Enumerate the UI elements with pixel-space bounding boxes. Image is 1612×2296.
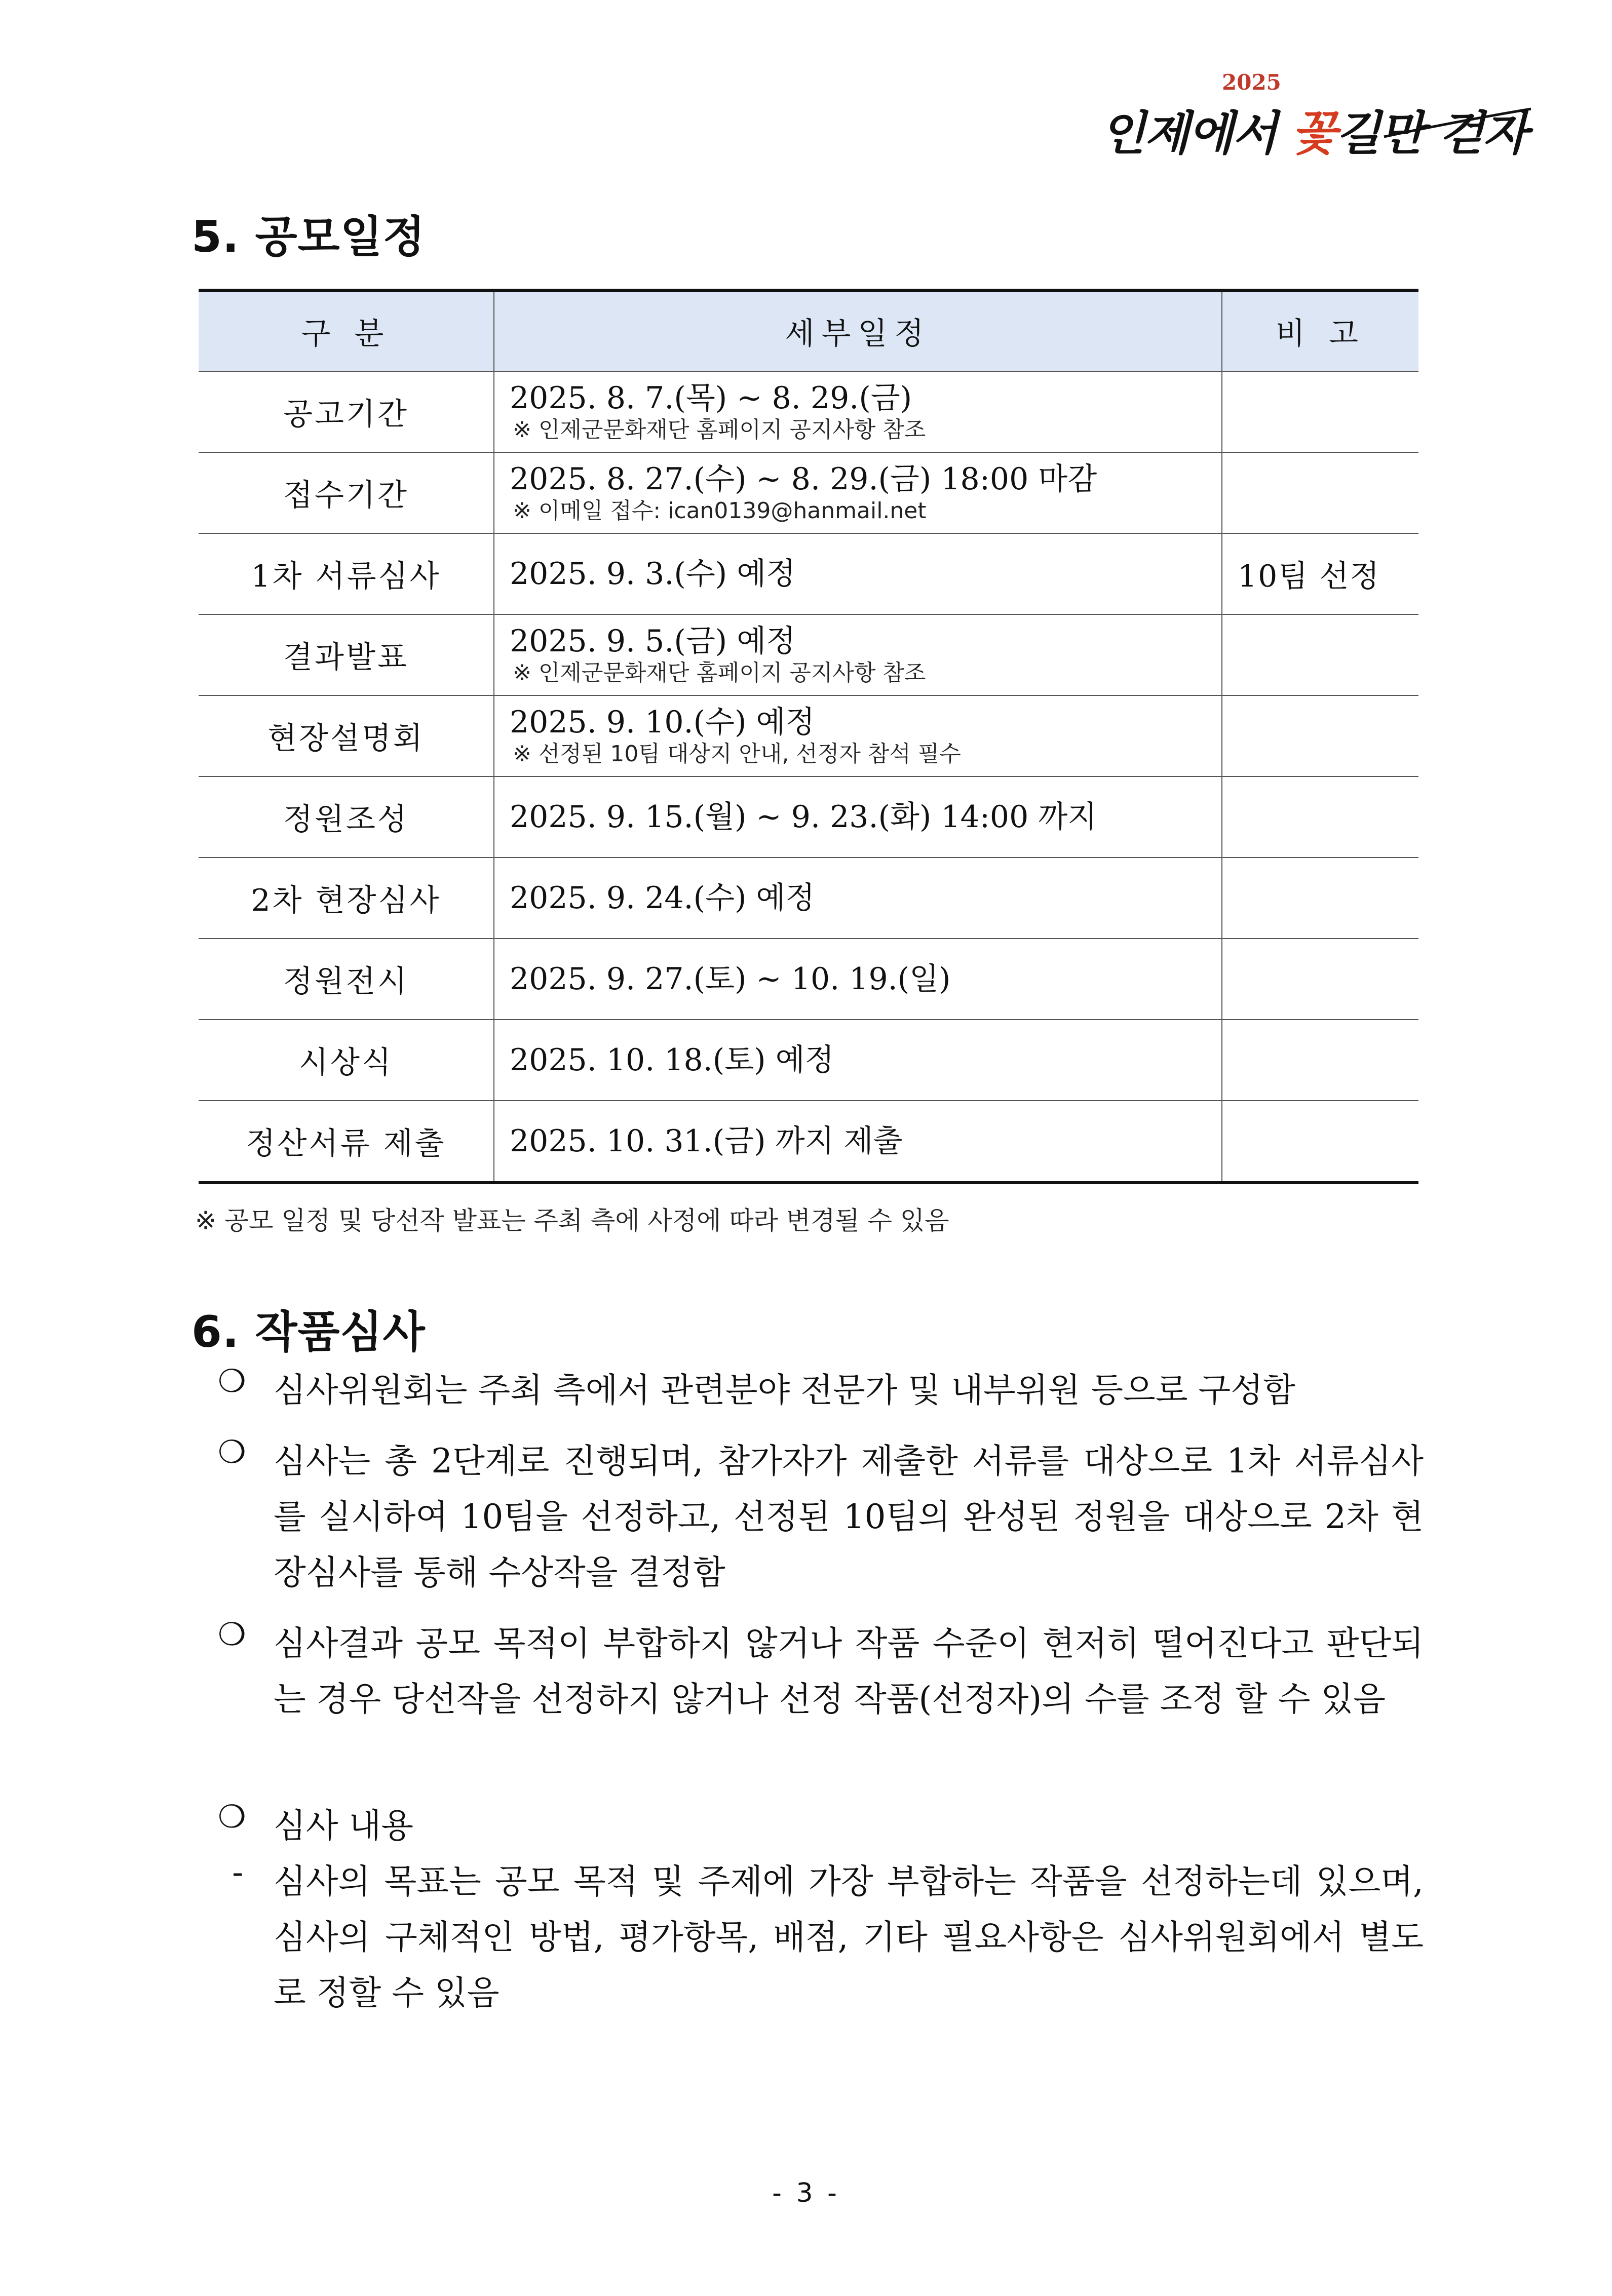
schedule-text: 2025. 9. 10.(수) 예정 bbox=[510, 705, 815, 740]
schedule-text: 2025. 9. 5.(금) 예정 bbox=[510, 624, 796, 659]
festival-logo bbox=[1100, 61, 1536, 162]
schedule-text: 2025. 10. 31.(금) 까지 제출 bbox=[510, 1123, 903, 1159]
row-schedule bbox=[494, 533, 1222, 614]
section-6-title: 6. 작품심사 bbox=[191, 1307, 426, 1357]
row-note bbox=[1222, 858, 1418, 939]
row-category: 결과발표 bbox=[199, 614, 494, 695]
row-category: 정산서류 제출 bbox=[199, 1101, 494, 1183]
dash-bullet-icon: - bbox=[232, 1854, 244, 1891]
logo-text-c: 길만 걷자 bbox=[1335, 106, 1527, 161]
bullet-text: 심사는 총 2단계로 진행되며, 참가자가 제출한 서류를 대상으로 1차 서류심사를 실시하여 10팀을 선정하고, 선정된 10팀의 완성된 정원을 대상으로 2차 현장심사를 통해 수상작을 결정함 bbox=[274, 1442, 1424, 1592]
header-category: 구 분 bbox=[199, 290, 494, 371]
logo-text-accent: 꽃 bbox=[1291, 106, 1336, 161]
schedule-text: 2025. 9. 27.(토) ~ 10. 19.(일) bbox=[510, 961, 951, 997]
row-schedule bbox=[494, 939, 1222, 1020]
row-note bbox=[1222, 695, 1418, 776]
table-row bbox=[199, 1020, 1418, 1101]
row-schedule bbox=[494, 695, 1222, 776]
list-item bbox=[218, 1854, 1424, 2021]
row-note bbox=[1222, 1020, 1418, 1101]
circle-bullet-icon: ❍ bbox=[218, 1363, 246, 1399]
schedule-table bbox=[199, 289, 1418, 1184]
logo-slogan bbox=[1100, 96, 1527, 163]
row-category: 2차 현장심사 bbox=[199, 858, 494, 939]
row-schedule bbox=[494, 776, 1222, 858]
bullet-text: 심사의 목표는 공모 목적 및 주제에 가장 부합하는 작품을 선정하는데 있으며, 심사의 구체적인 방법, 평가항목, 배점, 기타 필요사항은 심사위원회에서 별도로 정할 수 있음 bbox=[274, 1862, 1424, 2012]
schedule-text: 2025. 9. 3.(수) 예정 bbox=[510, 556, 796, 592]
logo-text-a: 인제에서 bbox=[1100, 106, 1292, 161]
row-category: 현장설명회 bbox=[199, 695, 494, 776]
row-category: 접수기간 bbox=[199, 452, 494, 533]
list-item bbox=[218, 1433, 1424, 1601]
schedule-subnote: ※ 이메일 접수: ican0139@hanmail.net bbox=[513, 498, 927, 524]
table-row bbox=[199, 1101, 1418, 1183]
page-number: - 3 - bbox=[772, 2178, 840, 2208]
table-row bbox=[199, 695, 1418, 776]
schedule-text: 2025. 9. 15.(월) ~ 9. 23.(화) 14:00 까지 bbox=[510, 799, 1097, 835]
row-note: 10팀 선정 bbox=[1222, 533, 1418, 614]
schedule-text: 2025. 10. 18.(토) 예정 bbox=[510, 1042, 834, 1078]
row-schedule bbox=[494, 614, 1222, 695]
row-schedule bbox=[494, 1020, 1222, 1101]
schedule-subnote: ※ 인제군문화재단 홈페이지 공지사항 참조 bbox=[513, 417, 926, 443]
row-category: 1차 서류심사 bbox=[199, 533, 494, 614]
schedule-subnote: ※ 인제군문화재단 홈페이지 공지사항 참조 bbox=[513, 660, 926, 686]
table-row bbox=[199, 939, 1418, 1020]
row-schedule bbox=[494, 371, 1222, 452]
table-row bbox=[199, 858, 1418, 939]
header-note: 비 고 bbox=[1222, 290, 1418, 371]
list-item bbox=[218, 1363, 1424, 1418]
row-category: 공고기간 bbox=[199, 371, 494, 452]
header-schedule: 세부일정 bbox=[494, 290, 1222, 371]
circle-bullet-icon: ❍ bbox=[218, 1798, 246, 1835]
bullet-text: 심사결과 공모 목적이 부합하지 않거나 작품 수준이 현저히 떨어진다고 판단되는 경우 당선작을 선정하지 않거나 선정 작품(선정자)의 수를 조정 할 수 있음 bbox=[274, 1624, 1424, 1719]
row-category: 시상식 bbox=[199, 1020, 494, 1101]
table-row bbox=[199, 533, 1418, 614]
bullet-text: 심사위원회는 주최 측에서 관련분야 전문가 및 내부위원 등으로 구성함 bbox=[274, 1371, 1295, 1410]
row-schedule bbox=[494, 858, 1222, 939]
circle-bullet-icon: ❍ bbox=[218, 1616, 246, 1653]
table-row bbox=[199, 371, 1418, 452]
row-schedule bbox=[494, 452, 1222, 533]
schedule-text: 2025. 8. 27.(수) ~ 8. 29.(금) 18:00 마감 bbox=[510, 461, 1097, 497]
bullet-text: 심사 내용 bbox=[274, 1806, 414, 1845]
row-category: 정원전시 bbox=[199, 939, 494, 1020]
schedule-subnote: ※ 선정된 10팀 대상지 안내, 선정자 참석 필수 bbox=[513, 741, 961, 767]
row-category: 정원조성 bbox=[199, 776, 494, 858]
table-row bbox=[199, 452, 1418, 533]
table-row bbox=[199, 614, 1418, 695]
row-note bbox=[1222, 371, 1418, 452]
section-5-title: 5. 공모일정 bbox=[191, 212, 426, 262]
row-note bbox=[1222, 776, 1418, 858]
schedule-footnote: ※ 공모 일정 및 당선작 발표는 주최 측에 사정에 따라 변경될 수 있음 bbox=[195, 1206, 949, 1235]
table-row bbox=[199, 776, 1418, 858]
logo-year: 2025 bbox=[1222, 70, 1281, 95]
row-note bbox=[1222, 1101, 1418, 1183]
table-header-row bbox=[199, 290, 1418, 371]
list-item bbox=[218, 1616, 1424, 1727]
schedule-text: 2025. 8. 7.(목) ~ 8. 29.(금) bbox=[510, 380, 912, 416]
row-note bbox=[1222, 939, 1418, 1020]
list-item bbox=[218, 1798, 1424, 1854]
row-note bbox=[1222, 614, 1418, 695]
circle-bullet-icon: ❍ bbox=[218, 1433, 246, 1470]
schedule-text: 2025. 9. 24.(수) 예정 bbox=[510, 880, 815, 916]
row-schedule bbox=[494, 1101, 1222, 1183]
row-note bbox=[1222, 452, 1418, 533]
